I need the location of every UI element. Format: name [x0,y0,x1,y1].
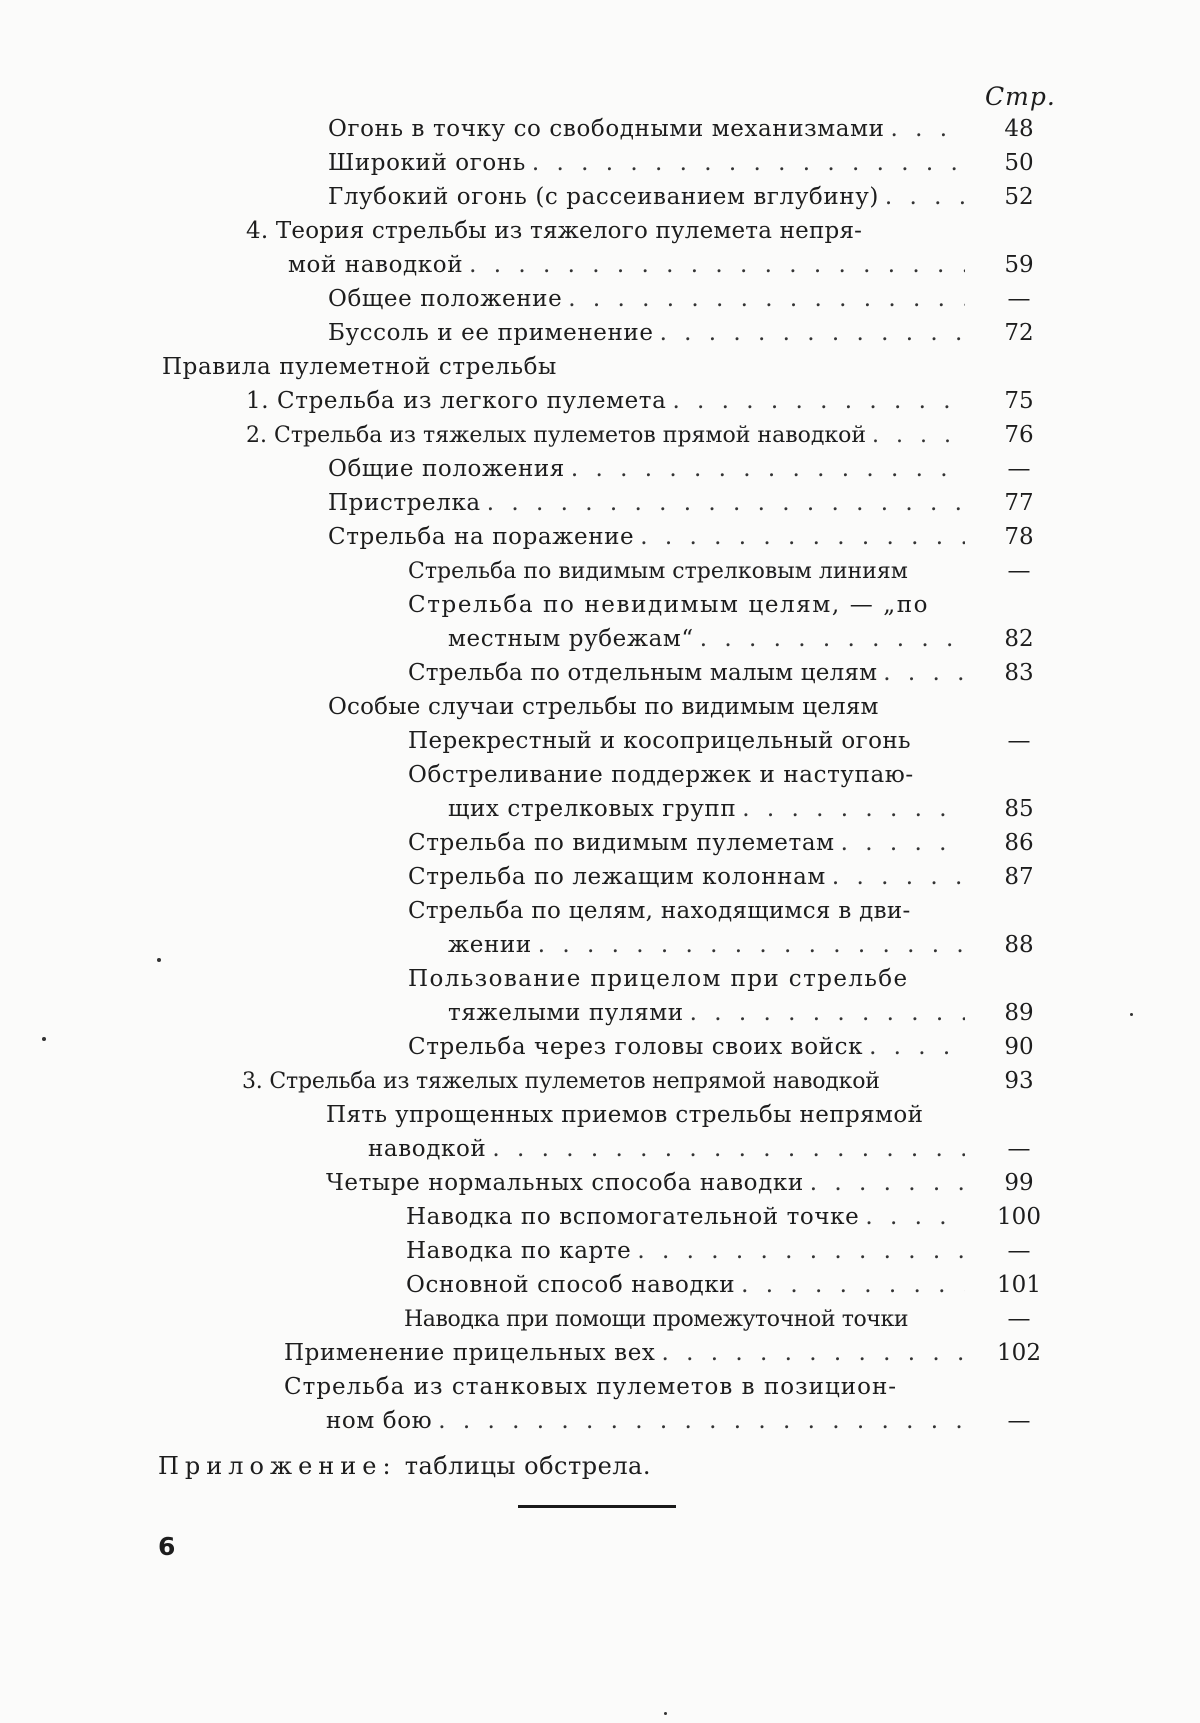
toc-entry [448,788,965,822]
leader-dots [571,456,965,482]
toc-entry-title: Пристрелка [328,490,481,516]
toc-page-number: 85 [990,788,1048,822]
toc-entry-title: Наводка по карте [406,1238,631,1264]
leader-dots [492,1136,965,1162]
toc-entry-title: мой наводкой [288,252,463,278]
appendix-text: таблицы обстрела. [405,1452,651,1480]
toc-page-number: 83 [990,652,1048,686]
toc-entry [328,482,965,516]
toc-entry [408,890,965,924]
toc-entry-title: Стрельба по видимым пулеметам [408,830,835,856]
scan-speck [1130,1013,1133,1016]
toc-page-number: 52 [990,176,1048,210]
leader-dots [662,1340,966,1366]
book-page [0,0,1200,1723]
toc-entry-title: Обстреливание поддержек и наступаю- [408,762,914,788]
toc-entry [408,856,965,890]
toc-entry-title: Стрельба по целям, находящимся в дви- [408,898,911,924]
toc-entry [284,1332,965,1366]
toc-page-number: 90 [990,1026,1048,1060]
toc-entry-title: 3. Стрельба из тяжелых пулеметов непрямой наводкой [242,1069,880,1094]
toc-page-number: — [990,1400,1048,1434]
leader-dots [885,184,965,210]
toc-page-number: 76 [990,414,1048,448]
leader-dots [640,524,965,550]
closing-rule [518,1505,676,1508]
toc-entry-title: Четыре нормальных способа наводки [326,1170,804,1196]
toc-page-number: 88 [990,924,1048,958]
leader-dots [438,1408,965,1434]
toc-entry-title: щих стрелковых групп [448,796,736,822]
toc-page-number: 50 [990,142,1048,176]
leader-dots [872,423,965,448]
leader-dots [532,150,965,176]
leader-dots [883,660,965,686]
page-number: 6 [158,1532,175,1561]
toc-entry [408,652,965,686]
toc-entry-title: Общие положения [328,456,565,482]
toc-entry-title: Особые случаи стрельбы по видимым целям [328,694,879,720]
toc-entry [288,244,965,278]
toc-page-number: 75 [990,380,1048,414]
leader-dots [538,932,965,958]
leader-dots [832,864,965,890]
toc-page-number: — [990,1298,1048,1332]
toc-entry [246,380,965,414]
toc-page-number: 87 [990,856,1048,890]
leader-dots [742,796,965,822]
appendix-label: Приложение: [158,1452,397,1480]
scan-speck [157,958,161,962]
leader-dots [469,252,965,278]
leader-dots [891,116,965,142]
toc-entry-title: Стрельба по видимым стрелковым линиям [408,559,908,584]
toc-entry [408,1026,965,1060]
toc-entry-title: 1. Стрельба из легкого пулемета [246,388,666,414]
toc-entry [328,448,965,482]
leader-dots [660,320,965,346]
toc-entry [368,1128,965,1162]
toc-entry-title: Наводка при помощи промежуточной точки [404,1307,908,1332]
toc-entry [328,176,965,210]
toc-entry [328,278,965,312]
toc-entry [326,1162,965,1196]
leader-dots [487,490,965,516]
toc-entry [406,1230,965,1264]
toc-entry-title: Стрельба на поражение [328,524,634,550]
toc-entry [326,1094,973,1128]
leader-dots [690,1000,965,1026]
leader-dots [869,1034,965,1060]
toc-page-number: — [990,550,1048,584]
toc-page-number: — [990,1128,1048,1162]
toc-entry-title: Стрельба через головы своих войск [408,1034,863,1060]
scan-speck [664,1712,667,1715]
toc-entry [328,516,965,550]
toc-entry [408,550,973,584]
leader-dots [568,286,965,312]
toc-section-heading [162,346,965,380]
toc-entry-title: Огонь в точку со свободными механизмами [328,116,885,142]
toc-entry-title: жении [448,932,532,958]
table-of-contents [0,0,1200,1500]
toc-page-number: — [990,720,1048,754]
toc-entry [406,1264,965,1298]
leader-dots [637,1238,965,1264]
toc-entry-title: 2. Стрельба из тяжелых пулеметов прямой наводкой [246,423,866,448]
toc-entry-title: местным рубежам“ [448,626,694,652]
toc-entry-title: ном бою [326,1408,432,1434]
leader-dots [672,388,965,414]
toc-entry [408,958,965,992]
toc-entry-title: тяжелыми пулями [448,1000,684,1026]
leader-dots [741,1272,965,1298]
toc-entry-title: Наводка по вспомогательной точке [406,1204,859,1230]
toc-entry [284,1366,965,1400]
toc-page-number: 89 [990,992,1048,1026]
toc-page-number: 59 [990,244,1048,278]
toc-entry [408,754,965,788]
toc-entry [246,210,965,244]
toc-entry [328,142,965,176]
toc-page-number: 78 [990,516,1048,550]
toc-page-number: — [990,448,1048,482]
toc-entry [328,312,965,346]
toc-entry [328,108,965,142]
toc-entry-title: Стрельба по отдельным малым целям [408,660,877,686]
toc-page-number: 99 [990,1162,1048,1196]
toc-page-number: 86 [990,822,1048,856]
toc-page-number: 100 [990,1196,1048,1230]
toc-page-number: 82 [990,618,1048,652]
toc-entry-title: Широкий огонь [328,150,526,176]
appendix-note [158,1452,651,1480]
toc-page-number: 93 [990,1060,1048,1094]
toc-entry [408,720,965,754]
toc-entry-title: Пользование прицелом при стрельбе [408,966,909,992]
toc-page-number: 101 [990,1264,1048,1298]
toc-page-number: — [990,1230,1048,1264]
toc-entry-title: Перекрестный и косоприцельный огонь [408,728,911,754]
toc-page-number: 72 [990,312,1048,346]
toc-entry-title: 4. Теория стрельбы из тяжелого пулемета непря- [246,218,862,244]
toc-entry-title: Буссоль и ее применение [328,320,654,346]
toc-entry [408,584,965,618]
toc-entry [408,822,965,856]
toc-entry-title: Пять упрощенных приемов стрельбы непрямой [326,1102,923,1128]
leader-dots [810,1170,965,1196]
toc-entry-title: Основной способ наводки [406,1272,735,1298]
page-column-header: Стр. [985,82,1045,111]
toc-page-number: 102 [990,1332,1048,1366]
toc-entry-title: Стрельба по лежащим колоннам [408,864,826,890]
toc-entry [242,1060,974,1094]
toc-entry-title: Применение прицельных вех [284,1340,656,1366]
toc-entry-title: Общее положение [328,286,562,312]
toc-entry [246,414,965,448]
leader-dots [841,830,965,856]
toc-entry [448,992,965,1026]
toc-page-number: 77 [990,482,1048,516]
leader-dots [700,626,965,652]
toc-entry [406,1196,965,1230]
toc-entry [326,1400,965,1434]
toc-entry-title: Стрельба по невидимым целям, — „по [408,592,929,618]
toc-entry-title: Стрельба из станковых пулеметов в позицион- [284,1374,897,1400]
toc-entry [448,924,965,958]
toc-page-number: — [990,278,1048,312]
scan-speck [42,1037,46,1041]
toc-entry-title: Правила пулеметной стрельбы [162,354,557,380]
toc-entry [404,1298,987,1332]
leader-dots [865,1204,965,1230]
toc-section-heading [328,686,965,720]
toc-entry [448,618,965,652]
toc-page-number: 48 [990,108,1048,142]
toc-entry-title: наводкой [368,1136,486,1162]
toc-entry-title: Глубокий огонь (с рассеиванием вглубину) [328,184,879,210]
